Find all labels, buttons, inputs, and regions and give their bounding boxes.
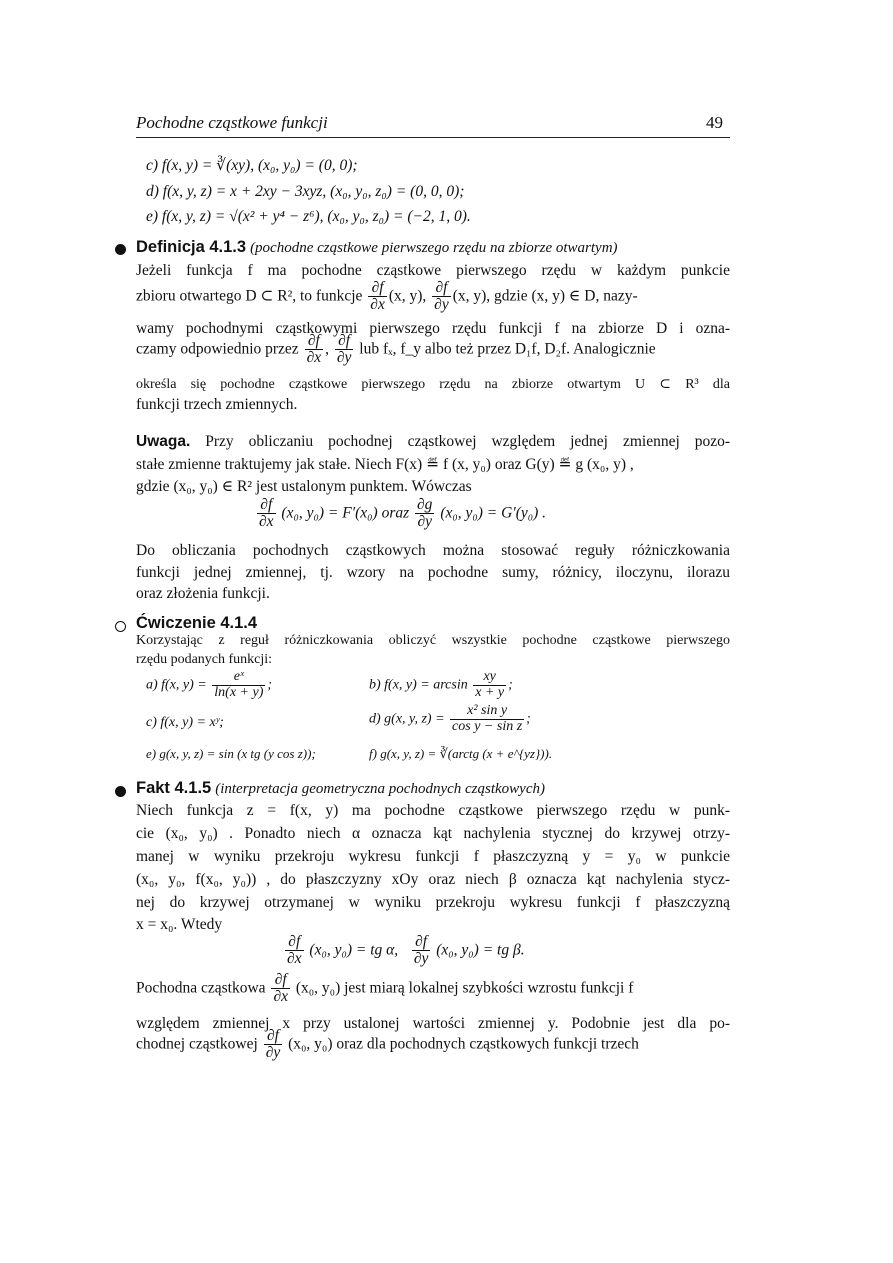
exercise-d-fraction: $\frac{\text{x² sin y}}{\text{cos y − sin z}}$ bbox=[452, 703, 523, 734]
running-header-title: Pochodne cząstkowe funkcji bbox=[136, 113, 328, 132]
fact-subtitle: (interpretacja geometryczna pochodnych cząstkowych) bbox=[215, 781, 545, 797]
fact-line-3: manej w wyniku przekroju wykresu funkcji f płaszczyzną y = y₀ w punkcie bbox=[136, 848, 730, 865]
fraction-df-dx-2: $\frac{\partial f}{\partial x}$ bbox=[306, 332, 322, 367]
fact-label: Fakt 4.1.5 bbox=[136, 779, 212, 797]
note-formula-a: (x₀, y₀) = F′(x₀) oraz bbox=[281, 504, 410, 522]
definition-line-1: Jeżeli funkcja f ma pochodne cząstkowe pierwszego rzędu w każdym punkcie bbox=[136, 262, 730, 279]
fact-formula-a: (x₀, y₀) = tg α, bbox=[309, 941, 399, 959]
fact-line-1: Niech funkcja z = f(x, y) ma pochodne cząstkowe pierwszego rzędu w punk- bbox=[136, 802, 730, 819]
definition-line-4: czamy odpowiednio przez $\frac{\partial f}{\partial x}$ , $\frac{\partial f}{\partial y}$ lub fₓ, f_y albo też przez D₁f, D₂f. Analogicznie bbox=[136, 332, 656, 367]
fact-line-4: (x₀, y₀, f(x₀, y₀)) , do płaszczyzny xOy oraz niech β oznacza kąt nachylenia stycz- bbox=[136, 871, 730, 888]
note-line-4: Do obliczania pochodnych cząstkowych można stosować reguły różniczkowania bbox=[136, 542, 730, 559]
fact-heading bbox=[136, 779, 545, 798]
fact-line-6: x = x₀. Wtedy bbox=[136, 916, 223, 933]
exercise-item-c: c) f(x, y) = xʸ; bbox=[146, 715, 224, 730]
fact-line-5: nej do krzywej otrzymanej w wyniku przekroju wykresu funkcji f płaszczyzną bbox=[136, 894, 730, 911]
exercise-item-b: b) f(x, y) = arcsin $\frac{xy}{x + y}$ ; bbox=[369, 669, 513, 700]
fact-p1-a: Pochodna cząstkowa bbox=[136, 979, 266, 997]
exercise-b-label: b) f(x, y) = arcsin bbox=[369, 677, 468, 693]
definition-line-6: funkcji trzech zmiennych. bbox=[136, 396, 298, 413]
fact-line-2: cie (x₀, y₀) . Ponadto niech α oznacza kąt nachylenia stycznej do krzywej otrzy- bbox=[136, 825, 730, 842]
fraction-df-dy-5: $\frac{\partial f}{\partial y}$ bbox=[265, 1027, 281, 1062]
definition-bullet-icon bbox=[115, 244, 126, 255]
exercise-heading bbox=[136, 614, 257, 633]
fraction-df-dx-4: $\frac{\partial f}{\partial x}$ bbox=[287, 933, 302, 968]
fact-paragraph-line-3 bbox=[136, 1028, 639, 1062]
definition-line-2b: (x, y), bbox=[388, 287, 427, 305]
note-line-5: funkcji jednej zmiennej, tj. wzory na pochodne sumy, różnicy, iloczynu, ilorazu bbox=[136, 564, 730, 581]
note-formula bbox=[255, 497, 546, 531]
definition-line-3: wamy pochodnymi cząstkowymi pierwszego rzędu funkcji f na zbiorze D i ozna- bbox=[136, 320, 730, 337]
definition-line-5: określa się pochodne cząstkowe pierwszego rzędu na zbiorze otwartym U ⊂ R³ dla bbox=[136, 377, 730, 392]
fraction-df-dy: $\frac{\partial f}{\partial y}$ bbox=[434, 279, 449, 314]
definition-subtitle: (pochodne cząstkowe pierwszego rzędu na zbiorze otwartym) bbox=[250, 240, 618, 256]
exercise-label: Ćwiczenie 4.1.4 bbox=[136, 614, 258, 632]
exercise-line-1: Korzystając z reguł różniczkowania obliczyć wszystkie pochodne cząstkowe pierwszego bbox=[136, 633, 730, 648]
definition-line-4b: lub fₓ, f_y albo też przez D₁f, D₂f. Analogicznie bbox=[359, 340, 656, 358]
fact-p1-b: (x₀, y₀) jest miarą lokalnej szybkości wzrostu funkcji f bbox=[295, 979, 634, 997]
exercise-item-e: e) g(x, y, z) = sin (x tg (y cos z)); bbox=[146, 746, 316, 761]
note-formula-b: (x₀, y₀) = G′(y₀) . bbox=[440, 504, 547, 522]
fact-paragraph-line-2: względem zmiennej x przy ustalonej wartości zmiennej y. Podobnie jest dla po- bbox=[136, 1015, 730, 1032]
exercise-a-label: a) f(x, y) = bbox=[146, 677, 207, 693]
fact-p3-b: (x₀, y₀) oraz dla pochodnych cząstkowych funkcji trzech bbox=[288, 1035, 639, 1053]
note-line-1 bbox=[136, 433, 730, 451]
exercise-a-fraction: $\frac{\text{eˣ}}{\ln(x + y)}$ bbox=[214, 669, 264, 700]
fact-p3-a: chodnej cząstkowej bbox=[136, 1035, 258, 1053]
definition-line-2a: zbioru otwartego D ⊂ R², to funkcje bbox=[136, 287, 363, 305]
fact-formula bbox=[283, 934, 525, 968]
fraction-dg-dy: $\frac{\partial g}{\partial y}$ bbox=[417, 496, 433, 531]
definition-line-4a: czamy odpowiednio przez bbox=[136, 340, 299, 358]
note-label: Uwaga. bbox=[136, 433, 191, 450]
fact-bullet-icon bbox=[115, 786, 126, 797]
exercise-item-a: a) f(x, y) = $\frac{\text{eˣ}}{\ln(x + y)}$ ; bbox=[146, 669, 273, 700]
exercise-item-f: f) g(x, y, z) = ∛(arctg (x + e^{yz})). bbox=[369, 746, 553, 761]
fraction-df-dy-4: $\frac{\partial f}{\partial y}$ bbox=[413, 933, 429, 968]
fact-formula-b: (x₀, y₀) = tg β. bbox=[436, 941, 525, 959]
fraction-df-dy-2: $\frac{\partial f}{\partial y}$ bbox=[336, 332, 352, 367]
definition-heading bbox=[136, 238, 618, 257]
fraction-df-dx: $\frac{\partial f}{\partial x}$ bbox=[370, 279, 385, 314]
exercise-line-2: rzędu podanych funkcji: bbox=[136, 652, 273, 667]
definition-line-2c: (x, y), gdzie (x, y) ∈ D, nazy- bbox=[452, 287, 638, 305]
definition-label: Definicja 4.1.3 bbox=[136, 238, 247, 256]
note-line-3: gdzie (x₀, y₀) ∈ R² jest ustalonym punktem. Wówczas bbox=[136, 478, 472, 495]
exercise-item-d: d) g(x, y, z) = $\frac{\text{x² sin y}}{\text{cos y − sin z}}$ ; bbox=[369, 703, 531, 734]
definition-line-2 bbox=[136, 280, 638, 314]
list-item-c: c) f(x, y) = ∛(xy), (x₀, y₀) = (0, 0); bbox=[146, 157, 358, 174]
list-item-e: e) f(x, y, z) = √(x² + y⁴ − z⁶), (x₀, y₀, z₀) = (−2, 1, 0). bbox=[146, 208, 471, 225]
note-line-2: stałe zmienne traktujemy jak stałe. Niech F(x) ≝ f (x, y₀) oraz G(y) ≝ g (x₀, y) , bbox=[136, 456, 634, 473]
page-number: 49 bbox=[706, 113, 723, 132]
note-line-6: oraz złożenia funkcji. bbox=[136, 585, 270, 602]
fact-paragraph-line-1 bbox=[136, 972, 633, 1006]
exercise-circle-icon bbox=[115, 621, 126, 632]
exercise-d-label: d) g(x, y, z) = bbox=[369, 711, 445, 727]
fraction-df-dx-3: $\frac{\partial f}{\partial x}$ bbox=[259, 496, 274, 531]
list-item-d: d) f(x, y, z) = x + 2xy − 3xyz, (x₀, y₀, z₀) = (0, 0, 0); bbox=[146, 183, 465, 200]
note-line-1-text: Przy obliczaniu pochodnej cząstkowej względem jednej zmiennej pozo- bbox=[205, 433, 731, 450]
fraction-df-dx-5: $\frac{\partial f}{\partial x}$ bbox=[273, 971, 288, 1006]
exercise-b-fraction: $\frac{xy}{x + y}$ bbox=[475, 669, 505, 700]
header-rule bbox=[136, 137, 730, 138]
